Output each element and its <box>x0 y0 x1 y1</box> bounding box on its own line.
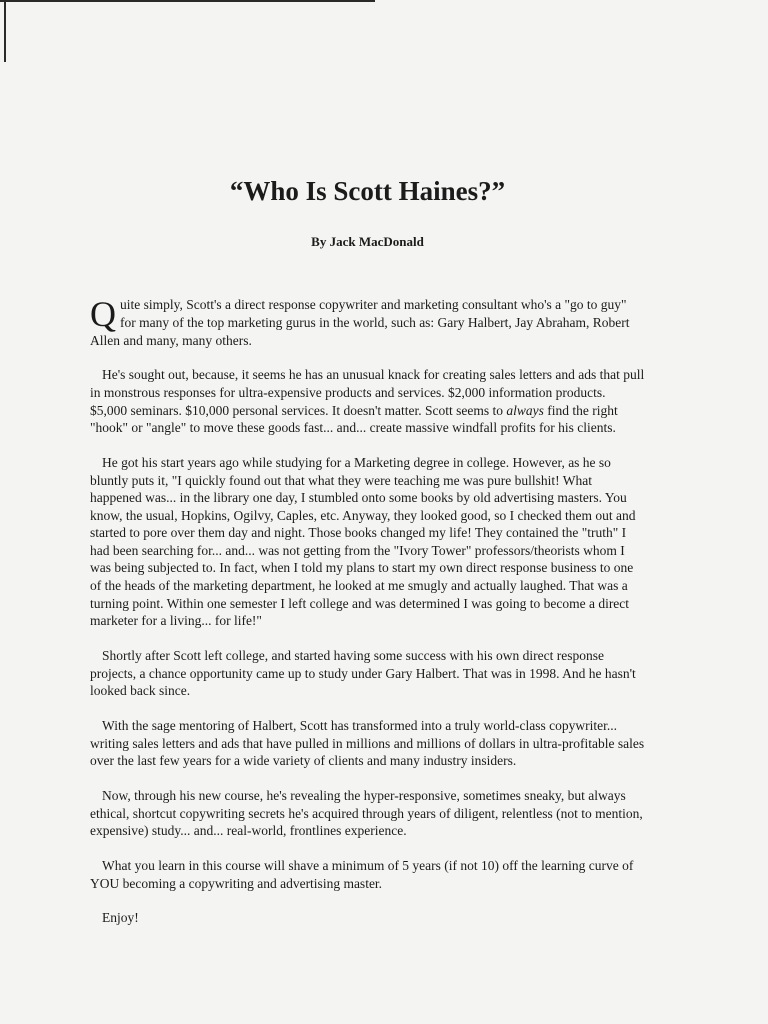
paragraph-4: Shortly after Scott left college, and started having some success with his own direct response projects, a chance opportunity came up to study under Gary Halbert. That was in 1998. And he hasn't looked back since. <box>90 648 636 699</box>
article-title: “Who Is Scott Haines?” <box>229 176 506 206</box>
paragraph-6: Now, through his new course, he's revealing the hyper-responsive, sometimes sneaky, but always ethical, shortcut copywriting secrets he's acquired through years of diligent, relentless (not to mention, expensive) study... and... real-world, frontlines experience. <box>90 787 643 839</box>
closing-line: Enjoy! <box>102 910 139 926</box>
paragraph-2-text-b: find the right "hook" or "angle" to move these goods fast... and... create massive windfall profits for his clients. <box>90 402 618 436</box>
paragraph-3: He got his start years ago while studying for a Marketing degree in college. However, as he so bluntly puts it, "I quickly found out that what they were teaching me was pure bullshit! What happened was... in the library one day, I stumbled onto some books by old advertising masters. You know, the usual, Hopkins, Ogilvy, Caples, etc. Anyway, they looked good, so I checked them out and started to pore over them day and night. Those books changed my life! They contained the "truth" I had been searching for... and... was not getting from the "Ivory Tower" professors/theorists whom I was being subjected to. In fact, when I told my plans to start my own direct response business to one of the heads of the marketing department, he looked at me smugly and actually laughed. That was a turning point. Within one semester I left college and was determined I was going to become a direct marketer for a living... for life!" <box>90 454 636 629</box>
scan-edge-top <box>0 0 375 2</box>
scan-edge-left <box>4 0 6 62</box>
paragraph-7: What you learn in this course will shave a minimum of 5 years (if not 10) off the learning curve of YOU becoming a copywriting and advertising master. <box>90 857 634 891</box>
paragraph-2-text-a: He's sought out, because, it seems he has an unusual knack for creating sales letters and ads that pull in monstrous responses for ultra-expensive products and services. $2,000 information products. $5,000 seminars. $10,000 personal services. It doesn't matter. Scott seems to <box>90 367 645 418</box>
paragraph-1-text: uite simply, Scott's a direct response copywriter and marketing consultant who's a "go to guy" for many of the top marketing gurus in the world, such as: Gary Halbert, Jay Abraham, Robert Allen and many, many others. <box>90 297 630 348</box>
paragraph-1 <box>90 296 645 349</box>
article-byline: By Jack MacDonald <box>311 234 424 250</box>
paragraph-5: With the sage mentoring of Halbert, Scott has transformed into a truly world-class copywriter... writing sales letters and ads that have pulled in millions and millions of dollars in ultra-profitable sales over the last few years for a wide variety of clients and many industry insiders. <box>90 718 645 769</box>
drop-cap: Q <box>90 294 116 335</box>
paragraph-2-emphasis: always <box>506 402 544 418</box>
article <box>90 175 645 944</box>
paragraph-2 <box>90 366 645 436</box>
